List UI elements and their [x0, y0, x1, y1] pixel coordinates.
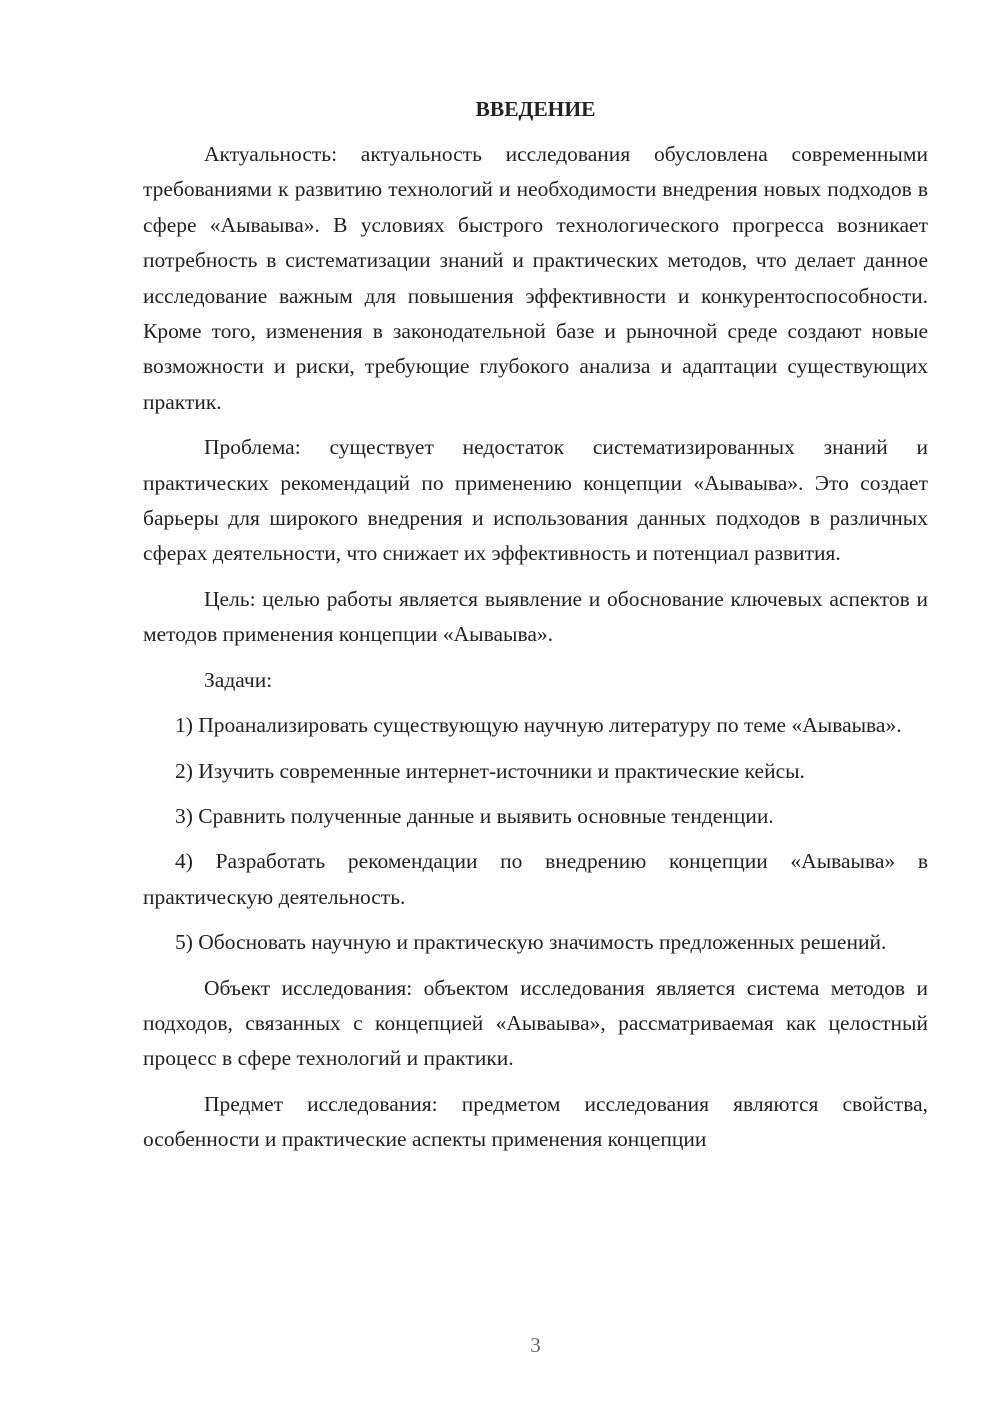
section-heading: ВВЕДЕНИЕ	[475, 97, 596, 121]
task-item: 1) Проанализировать существующую научную литературу по теме «Аываыва».	[175, 713, 902, 738]
relevance-paragraph: Актуальность: актуальность исследования обусловлена современными требованиями к развитию технологий и необходимости внедрения новых подходов в сфере «Аываыва». В условиях быстрого технологического прогресса возникает потребность в систематизации знаний и практических методов, что делает данное исследование важным для повышения эффективности и конкурентоспособности. Кроме того, изменения в законодательной базе и рыночной среде создают новые возможности и риски, требующие глубокого анализа и адаптации существующих практик.	[143, 142, 928, 414]
task-item: 5) Обосновать научную и практическую значимость предложенных решений.	[175, 930, 887, 955]
tasks-list	[143, 708, 928, 960]
subject-paragraph: Предмет исследования: предметом исследования являются свойства, особенности и практические аспекты применения концепции	[143, 1091, 928, 1152]
task-item: 4) Разработать рекомендации по внедрению концепции «Аываыва» в практическую деятельность.	[143, 849, 928, 909]
page-number: 3	[530, 1333, 541, 1357]
goal-paragraph: Цель: целью работы является выявление и обоснование ключевых аспектов и методов применения концепции «Аываыва».	[143, 586, 928, 647]
object-paragraph: Объект исследования: объектом исследования является система методов и подходов, связанных с концепцией «Аываыва», рассматриваемая как целостный процесс в сфере технологий и практики.	[143, 975, 928, 1071]
problem-paragraph: Проблема: существует недостаток систематизированных знаний и практических рекомендаций по применению концепции «Аываыва». Это создает барьеры для широкого внедрения и использования данных подходов в различных сферах деятельности, что снижает их эффективность и потенциал развития.	[143, 435, 928, 566]
task-item: 2) Изучить современные интернет-источники и практические кейсы.	[175, 758, 805, 783]
tasks-label: Задачи:	[204, 667, 273, 692]
document-page	[143, 92, 928, 1168]
task-item: 3) Сравнить полученные данные и выявить основные тенденции.	[175, 803, 774, 828]
